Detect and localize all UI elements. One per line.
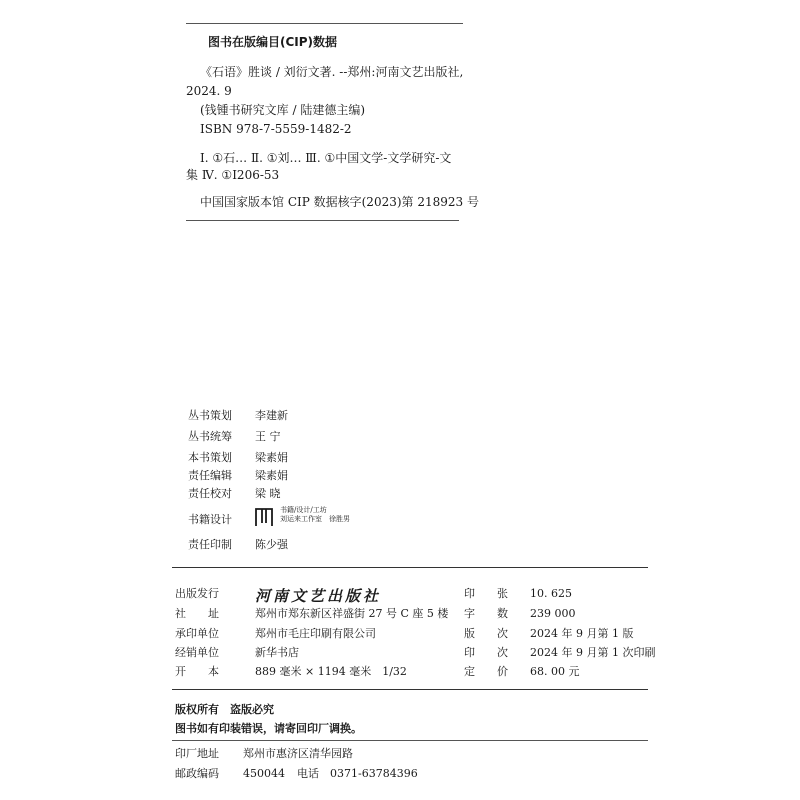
table-label: 出版发行 (175, 587, 219, 600)
cip-bottom-rule (186, 220, 459, 221)
table-label: 定 价 (464, 665, 508, 678)
credit-value: 王 宁 (255, 430, 281, 443)
postal-code: 450044 (243, 767, 285, 780)
table-label: 经销单位 (175, 646, 219, 659)
table-value: 10. 625 (530, 587, 572, 600)
table-value: 889 毫米 × 1194 毫米 1/32 (255, 665, 407, 678)
cip-line: 中国国家版本馆 CIP 数据核字(2023)第 218923 号 (200, 195, 479, 209)
credit-value: 李建新 (255, 409, 288, 422)
credit-label: 丛书策划 (188, 409, 232, 422)
publisher-logo: 河南文艺出版社 (255, 587, 382, 605)
studio-line-1: 书籍/设计/工坊 (280, 506, 327, 514)
table-value: 2024 年 9 月第 1 版 (530, 627, 634, 640)
printer-address-label: 印厂地址 (175, 747, 219, 760)
table-value: 239 000 (530, 607, 576, 620)
table-label: 字 数 (464, 607, 508, 620)
studio-monogram-icon (254, 506, 274, 528)
credit-value: 梁素娟 (255, 451, 288, 464)
credit-label: 责任校对 (188, 487, 232, 500)
phone-label: 电话 (297, 767, 319, 780)
table-label: 版 次 (464, 627, 508, 640)
credit-value: 梁 晓 (255, 487, 281, 500)
rights-rule (172, 740, 648, 741)
rights-notice: 图书如有印装错误，请寄回印厂调换。 (175, 722, 362, 735)
cip-title: 图书在版编目(CIP)数据 (208, 35, 338, 49)
table-label: 开 本 (175, 665, 219, 678)
rights-notice: 版权所有 盗版必究 (175, 703, 274, 716)
cip-top-rule (186, 23, 463, 24)
credit-label: 本书策划 (188, 451, 232, 464)
table-value: 68. 00 元 (530, 665, 580, 678)
studio-line-2: 刘运来工作室 徐胜男 (280, 515, 350, 523)
phone-number: 0371-63784396 (330, 767, 418, 780)
credit-value: 陈少强 (255, 538, 288, 551)
cip-line: ISBN 978-7-5559-1482-2 (200, 122, 352, 136)
credit-label: 责任编辑 (188, 469, 232, 482)
cip-line: Ⅰ. ①石… Ⅱ. ①刘… Ⅲ. ①中国文学-文学研究-文 (200, 151, 452, 165)
credit-label: 丛书统筹 (188, 430, 232, 443)
table-label: 承印单位 (175, 627, 219, 640)
credit-value: 梁素娟 (255, 469, 288, 482)
table-value: 郑州市郑东新区祥盛街 27 号 C 座 5 楼 (255, 607, 449, 620)
table-value: 郑州市毛庄印刷有限公司 (255, 627, 376, 640)
credit-label: 书籍设计 (188, 513, 232, 526)
postal-code-label: 邮政编码 (175, 767, 219, 780)
cip-line: 集 Ⅳ. ①I206-53 (186, 168, 280, 182)
table-label: 印 次 (464, 646, 508, 659)
studio-credit (280, 506, 350, 524)
cip-line: (钱锺书研究文库 / 陆建德主编) (200, 103, 366, 117)
table-bottom-rule (172, 689, 648, 690)
table-value: 新华书店 (255, 646, 299, 659)
table-label: 社 址 (175, 607, 219, 620)
cip-line: 2024. 9 (186, 84, 232, 98)
table-label: 印 张 (464, 587, 508, 600)
printer-address: 郑州市惠济区清华园路 (243, 747, 353, 760)
table-value: 2024 年 9 月第 1 次印刷 (530, 646, 656, 659)
credit-label: 责任印制 (188, 538, 232, 551)
table-top-rule (172, 567, 648, 568)
cip-line: 《石语》胜谈 / 刘衍文著. --郑州:河南文艺出版社, (200, 65, 464, 79)
